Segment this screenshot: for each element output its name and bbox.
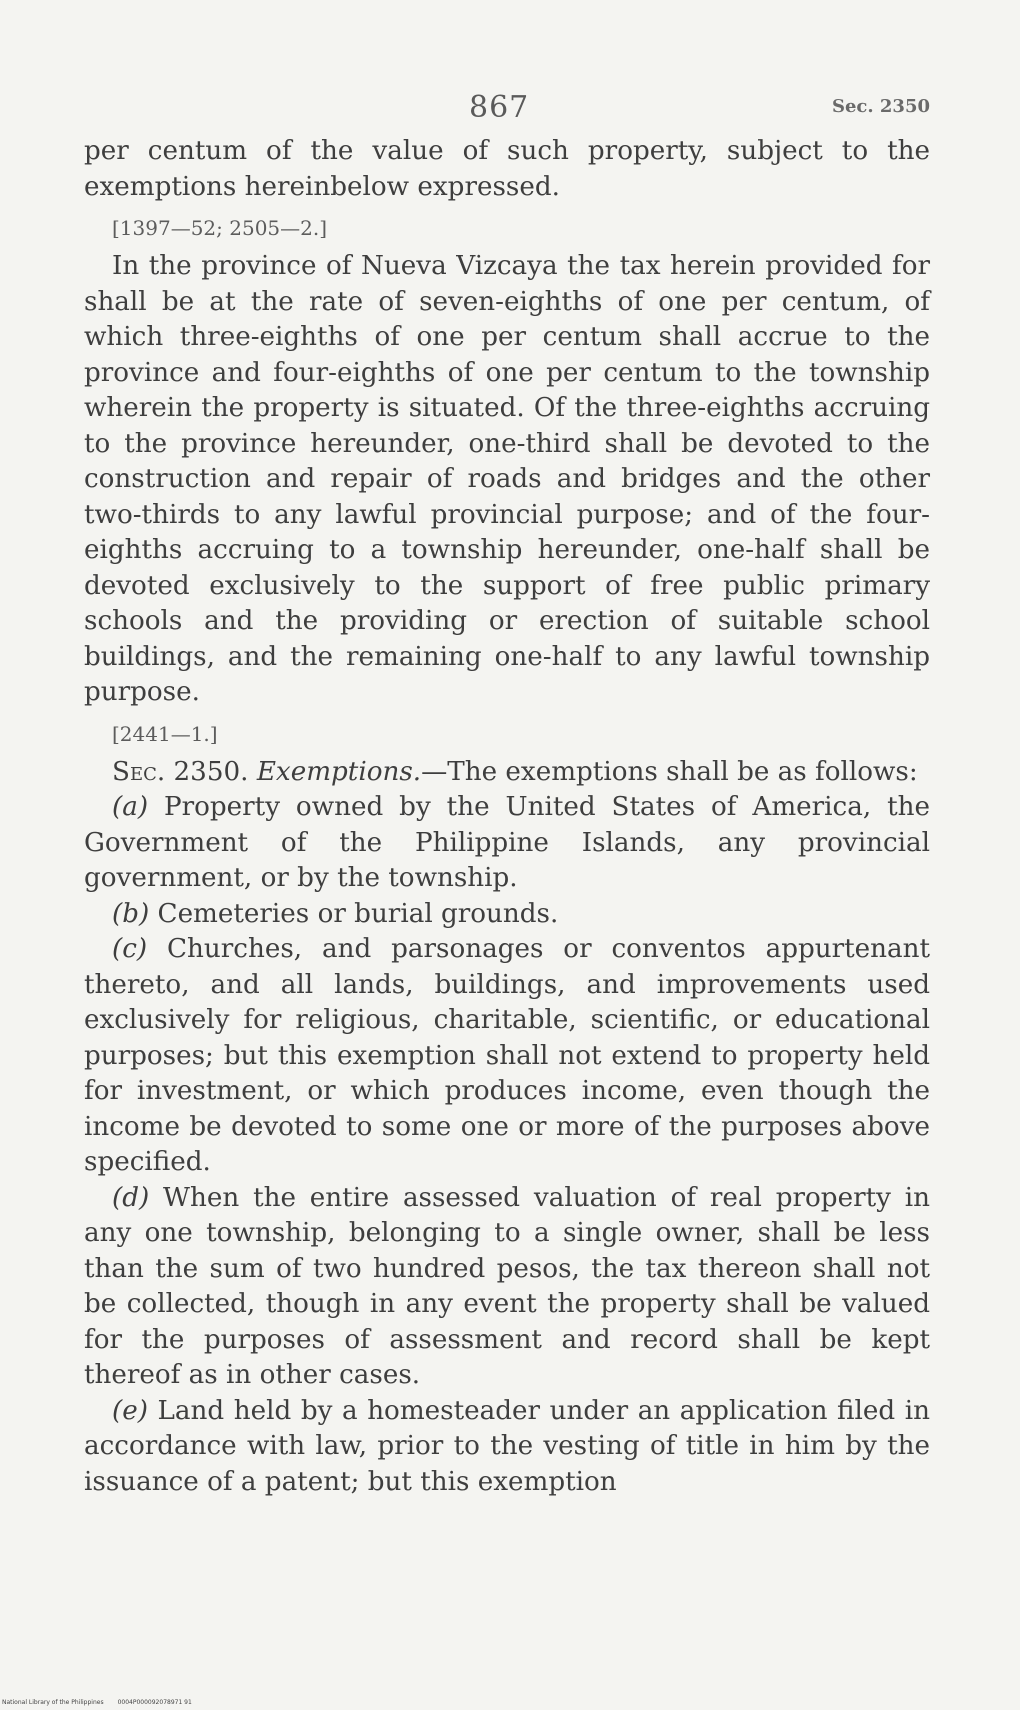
paragraph-nueva-vizcaya: In the province of Nueva Vizcaya the tax herein provided for shall be at the rate of seven-eighths of one per centum, of which three-eighths of one per centum shall accrue to the province and four-eighths of one per centum to the township wherein the property is situated. Of the three-eighths accruing to the province hereunder, one-third shall be devoted to the construction and repair of roads and bridges and the other two-thirds to any lawful provincial purpose; and of the four-eighths accruing to a township hereunder, one-half shall be devoted exclusively to the support of free public primary schools and the providing or erection of suitable school buildings, and the remaining one-half to any lawful township purpose. bbox=[84, 251, 930, 707]
exemption-a bbox=[84, 790, 930, 897]
exemption-e bbox=[84, 1394, 930, 1501]
page-header bbox=[84, 90, 930, 134]
item-text: Cemeteries or burial grounds. bbox=[149, 898, 559, 929]
footer-source: National Library of the Philippines bbox=[2, 1699, 104, 1706]
document-page bbox=[84, 90, 930, 1500]
page-number: 867 bbox=[469, 90, 530, 125]
citation: [1397—52; 2505—2.] bbox=[112, 216, 328, 240]
item-label: (b) bbox=[112, 898, 150, 929]
item-text: Property owned by the United States of America, the Government of the Philippine Islands, any provincial government, or by the township. bbox=[84, 792, 930, 893]
item-label: (d) bbox=[112, 1182, 150, 1213]
item-text: Churches, and parsonages or conventos appurtenant thereto, and all lands, buildings, and improvements used exclusively for religious, charitable, scientific, or educational purposes; but this exemption shall not extend to property held for investment, or which produces income, even though the income be devoted to some one or more of the purposes above specified. bbox=[84, 934, 930, 1177]
section-intro: —The exemptions shall be as follows: bbox=[421, 756, 918, 787]
section-2350-heading bbox=[84, 755, 930, 791]
exemption-c bbox=[84, 932, 930, 1181]
paragraph-continuation: per centum of the value of such property, subject to the exemptions hereinbelow expressed. bbox=[84, 136, 930, 202]
item-label: (c) bbox=[112, 934, 148, 964]
footer-id: 0004P000092078971 91 bbox=[117, 1699, 192, 1706]
item-text: Land held by a homesteader under an application filed in accordance with law, prior to the vesting of title in him by the issuance of a patent; but this exemption bbox=[84, 1395, 930, 1497]
running-section-ref: Sec. 2350 bbox=[831, 96, 930, 117]
scan-footer bbox=[2, 1699, 192, 1706]
section-label: Sec. 2350. bbox=[112, 756, 249, 787]
item-label: (a) bbox=[112, 792, 149, 822]
exemption-d bbox=[84, 1181, 930, 1394]
exemption-b bbox=[84, 897, 930, 933]
item-text: When the entire assessed valuation of real property in any one township, belonging to a single owner, shall be less than the sum of two hundred pesos, the tax thereon shall not be collected, though in any event the property shall be valued for the purposes of assessment and record shall be kept thereof as in other cases. bbox=[84, 1182, 930, 1390]
section-title: Exemptions. bbox=[256, 756, 422, 787]
citation: [2441—1.] bbox=[112, 721, 218, 746]
item-label: (e) bbox=[112, 1395, 148, 1426]
